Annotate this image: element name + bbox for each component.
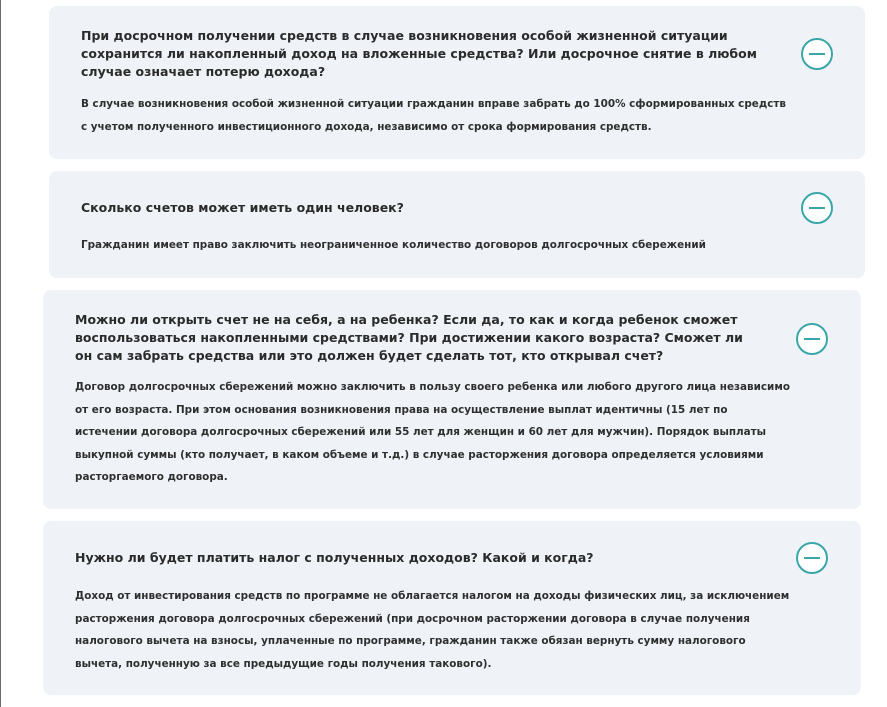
collapse-minus-icon[interactable] bbox=[796, 542, 828, 574]
collapse-minus-icon[interactable] bbox=[796, 323, 828, 355]
faq-item bbox=[43, 290, 861, 509]
faq-answer: В случае возникновения особой жизненной ситуации гражданин вправе забрать до 100% сформированных средств с учетом полученного инвестиционного дохода, независимо от срока формирования средств. bbox=[81, 98, 786, 133]
faq-question[interactable]: При досрочном получении средств в случае возникновения особой жизненной ситуации сохранится ли накопленный доход на вложенные средства? Или досрочное снятие в любом случае означает потерю дохода? bbox=[81, 28, 757, 79]
faq-question[interactable]: Можно ли открыть счет не на себя, а на ребенка? Если да, то как и когда ребенок сможет воспользоваться накопленными средствами? При достижении какого возраста? Сможет ли он сам забрать средства или это должен будет сделать тот, кто открывал счет? bbox=[75, 312, 743, 363]
faq-item bbox=[43, 521, 861, 695]
faq-answer: Гражданин имеет право заключить неограниченное количество договоров долгосрочных сбережений bbox=[81, 239, 706, 251]
faq-item bbox=[49, 171, 865, 278]
faq-answer: Договор долгосрочных сбережений можно заключить в пользу своего ребенка или любого другого лица независимо от его возраста. При этом основания возникновения права на осуществление выплат идентичны (15 лет по истечении договора долгосрочных сбережений или 55 лет для женщин и 60 лет для мужчин). Порядок выплаты выкупной суммы (кто получает, в каком объеме и т.д.) в случае расторжения договора определяется условиями расторгаемого договора. bbox=[75, 381, 790, 483]
faq-question[interactable]: Сколько счетов может иметь один человек? bbox=[81, 200, 404, 215]
faq-item bbox=[49, 6, 865, 159]
faq-answer: Доход от инвестирования средств по программе не облагается налогом на доходы физических лиц, за исключением расторжения договора долгосрочных сбережений (при досрочном расторжении договора в случае получения налогового вычета на взносы, уплаченные по программе, гражданин также обязан вернуть сумму налогового вычета, полученную за все предыдущие годы получения такового). bbox=[75, 590, 790, 670]
collapse-minus-icon[interactable] bbox=[801, 38, 833, 70]
collapse-minus-icon[interactable] bbox=[801, 192, 833, 224]
faq-question[interactable]: Нужно ли будет платить налог с полученных доходов? Какой и когда? bbox=[75, 550, 594, 565]
